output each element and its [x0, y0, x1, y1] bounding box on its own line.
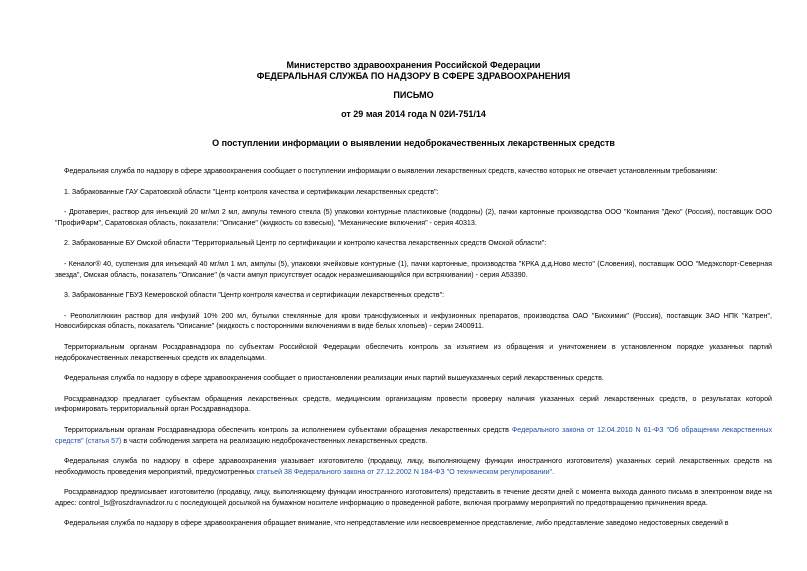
paragraph: Федеральная служба по надзору в сфере здравоохранения сообщает о поступлении информации о выявлении лекарственных средств, качество которых не отвечает установленным требованиям:	[64, 167, 718, 175]
service-name: ФЕДЕРАЛЬНАЯ СЛУЖБА ПО НАДЗОРУ В СФЕРЕ ЗДРАВООХРАНЕНИЯ	[256, 71, 571, 81]
paragraph-text: Территориальным органам Росздравнадзора обеспечить контроль за исполнением субъектами обращения лекарственных средств	[64, 425, 512, 434]
paragraph: Росздравнадзор предлагает субъектам обращения лекарственных средств, медицинским организациям провести проверку наличия указанных серий лекарственных средств, о результатах которой информировать территориальный орган Росздравнадзора.	[55, 394, 772, 414]
ministry-name: Министерство здравоохранения Российской Федерации	[286, 60, 541, 70]
document-subject: О поступлении информации о выявлении недоброкачественных лекарственных средств	[212, 138, 615, 148]
paragraph: - Кеналог® 40, суспензия для инъекций 40 мг/мл 1 мл, ампулы (5), упаковки ячейковые контурные (1), пачки картонные, производства "КРКА д.д.Ново место" (Словения), поставщик ООО "Медэкспорт-Северная звезда", Омская область, показатель "Описание" (в части ампул присутствует осадок неразмешивающийся при встряхивании) - серия А53390.	[55, 259, 772, 279]
law-184fz-link[interactable]: статьей 38 Федерального закона от 27.12.2002 N 184-ФЗ "О техническом регулировании"	[256, 467, 553, 476]
article-57-link[interactable]: (статья 57)	[85, 436, 122, 445]
law-61fz-link[interactable]: Федерального закона от 12.04.2010 N 61-ФЗ "Об обращении лекарственных средств"	[55, 425, 772, 445]
paragraph: Федеральная служба по надзору в сфере здравоохранения сообщает о приостановлении реализации иных партий вышеуказанных серий лекарственных средств.	[64, 374, 604, 383]
document-type: ПИСЬМО	[393, 90, 434, 100]
paragraph: 1. Забракованные ГАУ Саратовской области "Центр контроля качества и сертификации лекарственных средств":	[64, 187, 439, 196]
paragraph-with-links	[55, 425, 772, 446]
paragraph: - Реополиглюкин раствор для инфузий 10% 200 мл, бутылки стеклянные для крови трансфузионных и инфузионных препаратов, производства ОАО "Биохимик" (Россия), поставщик ЗАО НПК "Катрен", Новосибирская область, показатель "Описание" (жидкость с посторонними включениями в виде белых хлопьев) - серии 2400911.	[55, 311, 772, 331]
document-date-number: от 29 мая 2014 года N 02И-751/14	[341, 109, 486, 119]
paragraph: 2. Забракованные БУ Омской области "Территориальный Центр по сертификации и контролю качества лекарственных средств Омской области":	[64, 239, 547, 248]
paragraph: - Дротаверин, раствор для инъекций 20 мг/мл 2 мл, ампулы темного стекла (5) упаковки контурные пластиковые (поддоны) (2), пачки картонные производства ООО "Компания "Деко" (Россия), поставщик ООО "ПрофиФарм", Саратовская область, показатели: "Описание" (жидкость со взвесью), "Механические включения" - серия 40313.	[55, 208, 772, 227]
paragraph: 3. Забракованные ГБУЗ Кемеровской области "Центр контроля качества и сертификации лекарственных средств":	[64, 291, 445, 300]
paragraph: Территориальным органам Росздравнадзора по субъектам Российской Федерации обеспечить контроль за изъятием из обращения и уничтожением в установленном порядке указанных партий недоброкачественных лекарственных средств их владельцами.	[55, 342, 772, 362]
paragraph-text: .	[552, 467, 555, 476]
paragraph-text: в части соблюдения запрета на реализацию недоброкачественных лекарственных средств.	[121, 436, 428, 445]
paragraph-with-link	[55, 456, 772, 477]
paragraph: Федеральная служба по надзору в сфере здравоохранения обращает внимание, что непредставление или несвоевременное представление, либо представление заведомо недостоверных сведений в	[64, 519, 729, 528]
paragraph: Росздравнадзор предписывает изготовителю (продавцу, лицу, выполняющему функции иностранного изготовителя) представить в течение десяти дней с момента выхода данного письма в электронном виде на адрес: control_ls@roszdravnadzor.ru с последующей досылкой на бумажном носителе информацию о проведенной работе, включая программу мероприятий по предотвращению причинения вреда.	[55, 488, 772, 507]
document-body	[55, 166, 772, 539]
paragraph-text: Федеральная служба по надзору в сфере здравоохранения указывает изготовителю (продавцу, лицу, выполняющему функции иностранного изготовителя) указанных серий лекарственных средств на необходимость проведения мероприятий, предусмотренных	[55, 457, 772, 476]
